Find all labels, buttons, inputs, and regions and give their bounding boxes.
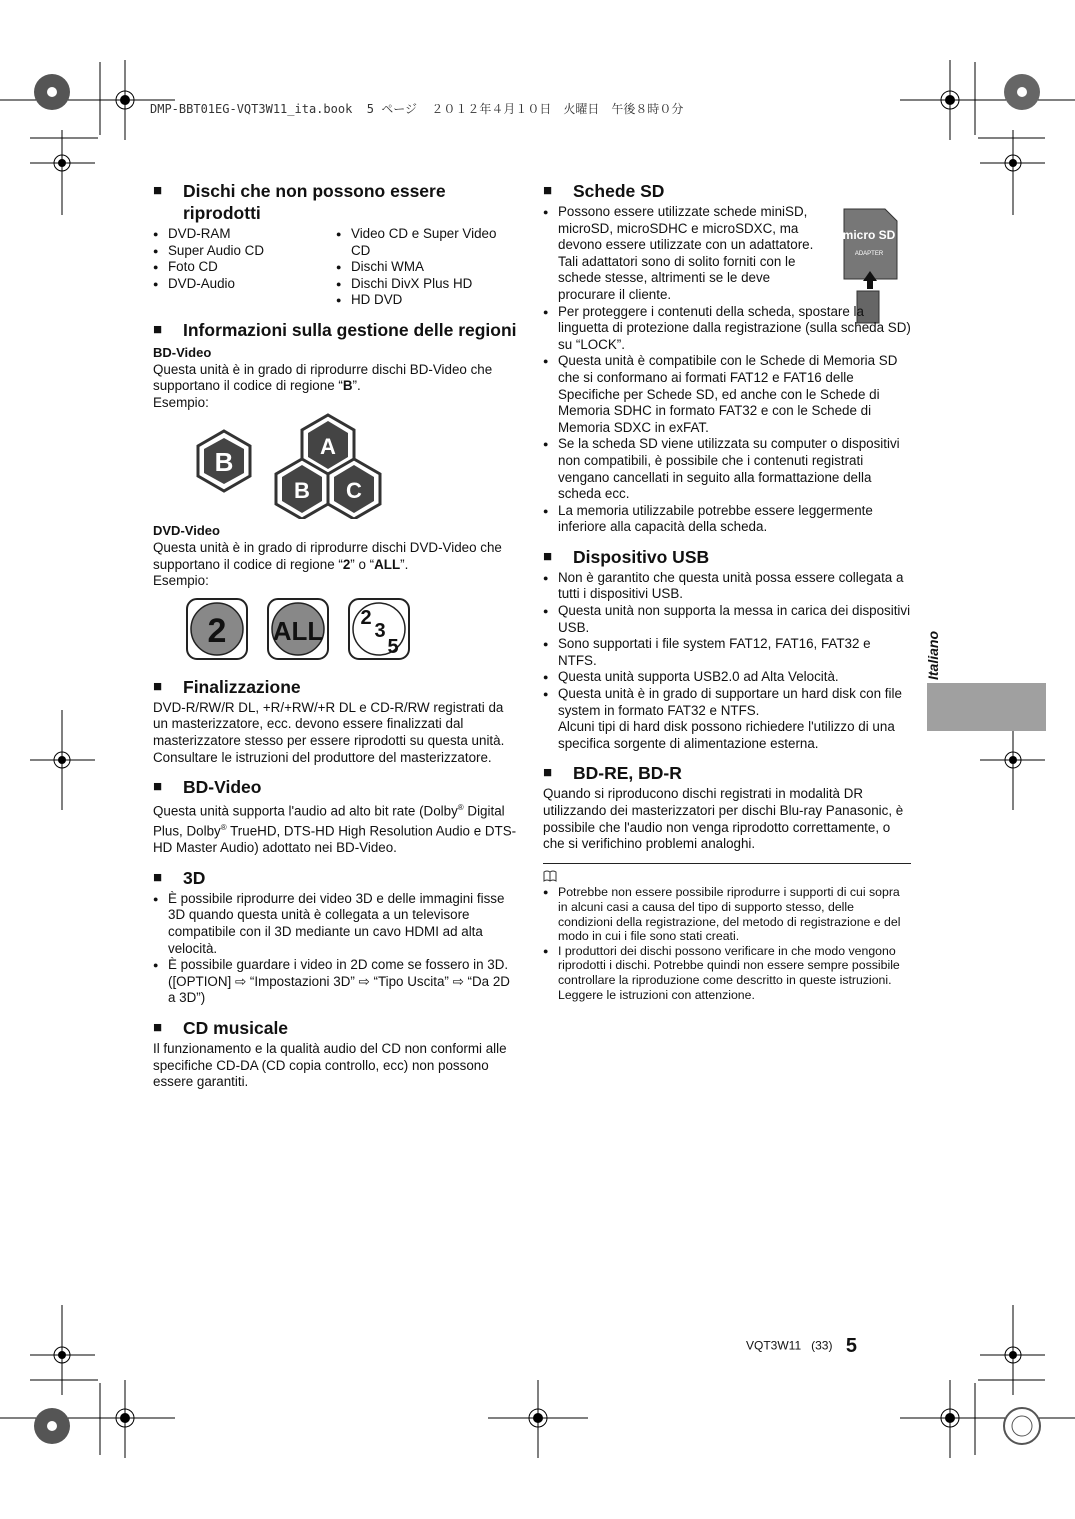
list-item: ● La memoria utilizzabile potrebbe essere leggermente inferiore alla capacità della scheda. (543, 503, 911, 536)
region-all-icon (268, 599, 328, 659)
language-side-label: Italiano (925, 630, 941, 680)
section-sd (543, 180, 911, 536)
example-label: Esempio: (153, 394, 209, 410)
bd-re-text: Quando si riproducono dischi registrati in modalità DR utilizzando dei masterizzatori per dischi Blu-ray Panasonic, è possibile che l'audio non venga riprodotto correttamente, o che si verifichino problemi analoghi. (543, 786, 904, 852)
bd-video-subtitle: BD-Video (153, 344, 212, 360)
model-code: VQT3W11 (746, 1338, 802, 1353)
list-item: ● Potrebbe non essere possibile riprodurre i supporti di cui sopra in alcuni casi a causa del tipo di supporto stesso, delle condizioni della registrazione, del metodo di registrazione e del modo in cui i file sono stati creati. (543, 885, 911, 943)
right-column (543, 180, 911, 1002)
list-item: ● Questa unità è compatibile con le Schede di Memoria SD che si conformano ai formati FAT12 e FAT16 delle Specifiche per Schede SD, ed anche con le Schede di Memoria SDHC in formato FAT32 e con le Schede di Memoria SDXC in exFAT. (543, 353, 911, 436)
bd-region-text: Questa unità è in grado di riprodurre dischi BD-Video che supportano il codice di regione “B”. (153, 361, 493, 394)
section-title: ■ Dispositivo USB (543, 546, 710, 567)
usb-list (543, 570, 911, 719)
list-item: ● Sono supportati i file system FAT12, FAT16, FAT32 e NTFS. (543, 636, 911, 669)
square-bullet-icon: ■ (543, 182, 553, 199)
region-b-icon (198, 431, 250, 491)
square-bullet-icon: ■ (153, 1018, 163, 1036)
language-side-tab (927, 683, 1046, 731)
list-item: ● Dischi WMA (336, 259, 519, 276)
notes-list (543, 885, 911, 1002)
svg-text:A: A (320, 434, 336, 460)
list-item: ● Per proteggere i contenuti della scheda, spostare la linguetta di protezione dalla registrazione (sulla scheda SD) su “LOCK”. (543, 304, 911, 354)
svg-text:ADAPTER: ADAPTER (854, 251, 884, 257)
square-bullet-icon: ■ (153, 868, 163, 886)
section-3d (153, 867, 519, 1007)
square-bullet-icon: ■ (153, 677, 163, 695)
square-bullet-icon: ■ (153, 182, 163, 199)
list-item: ● I produttori dei dischi possono verificare in che modo vengono riprodotti i dischi. Potrebbe quindi non essere sempre possibile controllare la riproduzione come descritto in queste istruzioni. Leggere le istruzioni con attenzione. (543, 944, 911, 1002)
list-item: ● Dischi DivX Plus HD (336, 276, 519, 293)
svg-text:ALL: ALL (272, 615, 324, 646)
3d-list (153, 891, 519, 1007)
section-bd-video (153, 776, 519, 857)
section-title: ■ Schede SD (543, 181, 665, 201)
svg-text:B: B (294, 478, 310, 504)
list-item: ● Foto CD (153, 259, 336, 276)
square-bullet-icon: ■ (543, 764, 553, 782)
section-usb (543, 546, 911, 753)
non-playable-list-2 (336, 226, 519, 309)
section-finalize (153, 676, 519, 766)
example-label: Esempio: (153, 573, 209, 589)
list-item: ● DVD-RAM (153, 226, 336, 243)
section-bd-re (543, 762, 911, 852)
dvd-region-icons (153, 590, 519, 666)
section-title: ■ Finalizzazione (153, 676, 301, 697)
book-note-icon (543, 870, 557, 882)
sd-list (543, 204, 911, 536)
svg-text:3: 3 (374, 619, 386, 642)
dvd-video-subtitle: DVD-Video (153, 523, 220, 539)
region-2-icon (187, 599, 247, 659)
svg-text:5: 5 (387, 635, 399, 658)
list-item: ● HD DVD (336, 292, 519, 309)
list-item: ● Super Audio CD (153, 243, 336, 260)
section-title: ■ Informazioni sulla gestione delle regioni (153, 319, 517, 340)
list-item: ● Video CD e Super Video CD (336, 226, 519, 259)
list-item: ● Questa unità è in grado di supportare un hard disk con file system in formato FAT32 e NTFS. (543, 686, 911, 719)
region-235-icon (349, 599, 409, 659)
svg-text:2: 2 (207, 611, 227, 650)
list-item: ● DVD-Audio (153, 276, 336, 293)
list-item: ● È possibile riprodurre dei video 3D e delle immagini fisse 3D quando questa unità è collegata a un televisore compatibile con il 3D mediante un cavo HDMI ad alta velocità. (153, 891, 519, 957)
inner-page-number: (33) (811, 1338, 833, 1353)
section-title: ■ BD-Video (153, 777, 262, 798)
svg-text:micro SD: micro SD (842, 228, 896, 242)
bd-video-text: Questa unità supporta l'audio ad alto bit rate (Dolby® Digital Plus, Dolby® TrueHD, DTS-HD High Resolution Audio e DTS-HD Master Audio) adottato nei BD-Video. (153, 803, 517, 856)
square-bullet-icon: ■ (543, 547, 553, 565)
list-item: ● Questa unità supporta USB2.0 ad Alta Velocità. (543, 669, 911, 686)
section-title: ■ CD musicale (153, 1017, 289, 1038)
section-region (153, 319, 519, 666)
dvd-region-text: Questa unità è in grado di riprodurre dischi DVD-Video che supportano il codice di regione “2” o “ALL”. (153, 539, 502, 572)
left-column (153, 180, 519, 1101)
section-non-playable (153, 180, 519, 309)
notes-section (543, 870, 911, 1002)
section-cd (153, 1017, 519, 1091)
list-item: ● Questa unità non supporta la messa in carica dei dispositivi USB. (543, 603, 911, 636)
non-playable-list-1 (153, 226, 336, 309)
list-item: ● È possibile guardare i video in 2D come se fossero in 3D. ([OPTION] ⇨ “Impostazioni 3D” ⇨ “Tipo Uscita” ⇨ “Da 2D a 3D”) (153, 957, 519, 1007)
list-item: ● Non è garantito che questa unità possa essere collegata a tutti i dispositivi USB. (543, 570, 911, 603)
svg-text:2: 2 (360, 606, 372, 629)
finalize-text: DVD-R/RW/R DL, +R/+RW/+R DL e CD-R/RW registrati da un masterizzatore, ecc. devono essere finalizzati dal masterizzatore stesso per essere riprodotti su questa unità. Consultare le istruzioni del produttore del masterizzatore. (153, 699, 505, 765)
divider (543, 863, 911, 864)
list-item: ● Se la scheda SD viene utilizzata su computer o dispositivi non compatibili, è possibile che i contenuti registrati vengano cancellati in seguito alla formattazione della scheda ecc. (543, 436, 911, 502)
square-bullet-icon: ■ (153, 778, 163, 796)
page-number: 5 (845, 1335, 857, 1357)
section-title: ■ Dischi che non possono essere riprodotti (153, 181, 446, 223)
page-footer (746, 1335, 857, 1358)
square-bullet-icon: ■ (153, 320, 163, 338)
usb-extra-text: Alcuni tipi di hard disk possono richiedere l'utilizzo di una specifica sorgente di alimentazione esterna. (558, 719, 895, 751)
region-abc-icon (276, 415, 380, 519)
print-header-line: DMP-BBT01EG-VQT3W11_ita.book 5 ページ ２０１２年４月１０日 火曜日 午後８時０分 (150, 102, 684, 116)
svg-text:B: B (214, 447, 234, 478)
section-title: ■ BD-RE, BD-R (543, 763, 682, 784)
bd-region-icons (153, 411, 519, 519)
cd-text: Il funzionamento e la qualità audio del CD non conformi alle specifiche CD-DA (CD copia controllo, ecc) non possono essere garantiti. (153, 1040, 507, 1090)
section-title: ■ 3D (153, 867, 206, 888)
list-item: ● Possono essere utilizzate schede miniSD, microSD, microSDHC e microSDXC, ma devono essere utilizzate con un adattatore. Tali adattatori sono di solito forniti con le schede stesse, altrimenti se le deve procurare il cliente. (543, 204, 911, 304)
svg-text:C: C (346, 478, 362, 504)
